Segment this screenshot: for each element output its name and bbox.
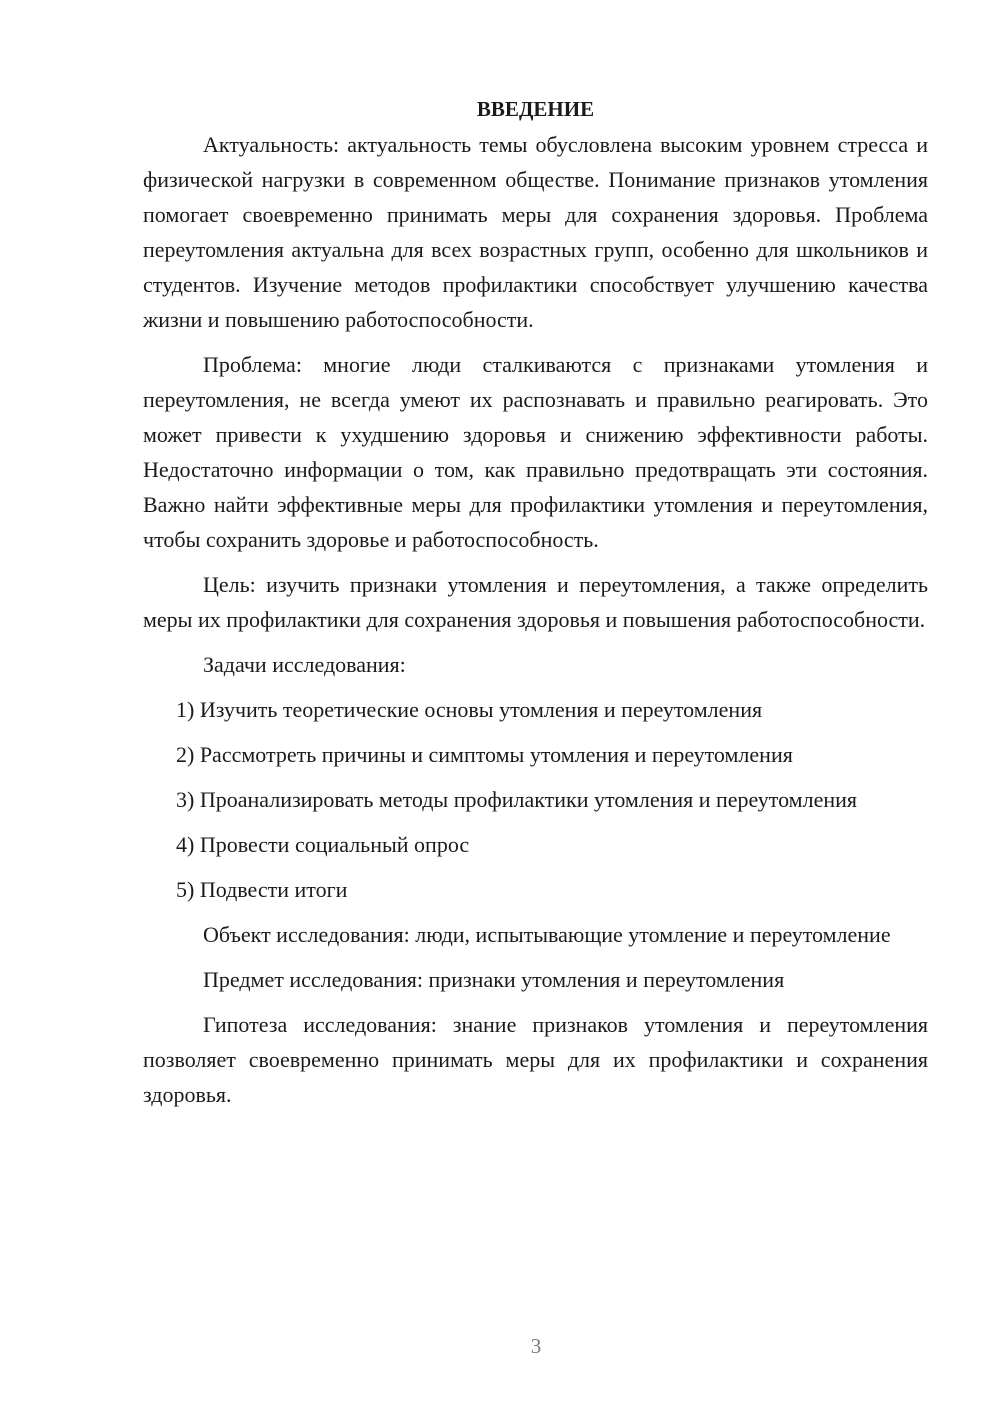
task-item-2: 2) Рассмотреть причины и симптомы утомления и переутомления — [176, 742, 793, 767]
page-number: 3 — [530, 1334, 542, 1358]
object-paragraph: Объект исследования: люди, испытывающие утомление и переутомление — [203, 922, 891, 947]
subject-paragraph: Предмет исследования: признаки утомления и переутомления — [203, 967, 785, 992]
tasks-heading: Задачи исследования: — [203, 652, 406, 677]
problem-paragraph: Проблема: многие люди сталкиваются с признаками утомления и переутомления, не всегда умеют их распознавать и правильно реагировать. Это может привести к ухудшению здоровья и снижению эффективности работы. Недостаточно информации о том, как правильно предотвращать эти состояния. Важно найти эффективные меры для профилактики утомления и переутомления, чтобы сохранить здоровье и работоспособность. — [143, 352, 928, 552]
task-item-3: 3) Проанализировать методы профилактики утомления и переутомления — [176, 787, 858, 812]
section-title: ВВЕДЕНИЕ — [476, 97, 595, 121]
task-item-1: 1) Изучить теоретические основы утомления и переутомления — [176, 697, 763, 722]
goal-paragraph: Цель: изучить признаки утомления и переутомления, а также определить меры их профилактики для сохранения здоровья и повышения работоспособности. — [143, 572, 928, 632]
task-item-4: 4) Провести социальный опрос — [176, 832, 470, 857]
page-content — [143, 92, 928, 1122]
relevance-paragraph: Актуальность: актуальность темы обусловлена высоким уровнем стресса и физической нагрузки в современном обществе. Понимание признаков утомления помогает своевременно принимать меры для сохранения здоровья. Проблема переутомления актуальна для всех возрастных групп, особенно для школьников и студентов. Изучение методов профилактики способствует улучшению качества жизни и повышению работоспособности. — [143, 132, 928, 332]
task-item-5: 5) Подвести итоги — [176, 877, 348, 902]
hypothesis-paragraph: Гипотеза исследования: знание признаков утомления и переутомления позволяет своевременно принимать меры для их профилактики и сохранения здоровья. — [143, 1012, 928, 1107]
